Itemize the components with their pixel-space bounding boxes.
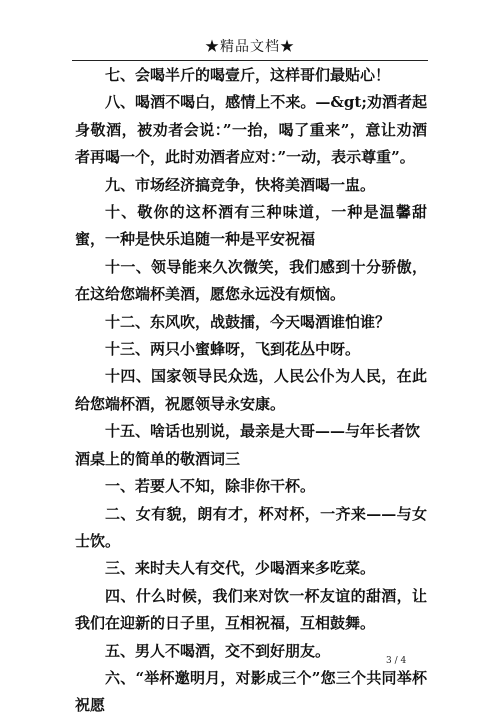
paragraph-2: 二、女有貌，朗有才，杯对杯，一齐来——与女士饮。 <box>75 504 427 550</box>
header-divider <box>72 60 428 61</box>
paragraph-11: 十一、领导能来久次微笑，我们感到十分骄傲，在这给您端杯美酒，愿您永远没有烦恼。 <box>75 257 427 304</box>
paragraph-8: 八、喝酒不喝白，感情上不来。—&gt;劝酒者起身敬酒，被劝者会说：”一抬，喝了重来”，意让劝酒者再喝一个，此时劝酒者应对：”一动，表示尊重”。 <box>75 93 427 167</box>
paragraph-1: 一、若要人不知，除非你干杯。 <box>105 477 316 496</box>
paragraph-14: 十四、国家领导民众选，人民公仆为人民，在此给您端杯酒，祝愿领导永安康。 <box>75 367 427 413</box>
paragraph-15: 十五、啥话也别说，最亲是大哥——与年长者饮 <box>105 422 421 441</box>
paragraph-13: 十三、两只小蜜蜂呀，飞到花丛中呀。 <box>105 340 361 359</box>
paragraph-7: 七、会喝半斤的喝壹斤，这样哥们最贴心！ <box>105 66 391 84</box>
paragraph-3: 三、来时夫人有交代，少喝酒来多吃菜。 <box>105 559 376 578</box>
page-number: 3 / 4 <box>386 656 407 666</box>
page-header: ★精品文档★ <box>205 39 295 55</box>
paragraph-4: 四、什么时候，我们来对饮一杯友谊的甜酒，让我们在迎新的日子里，互相祝福，互相鼓舞。 <box>75 586 427 633</box>
paragraph-5: 五、男人不喝酒，交不到好朋友。 <box>105 641 331 660</box>
paragraph-6: 六、“举杯邀明月，对影成三个”您三个共同举杯祝愿 <box>75 668 427 715</box>
paragraph-9: 九、市场经济搞竞争，快将美酒喝一盅。 <box>105 175 376 194</box>
paragraph-10: 十、敬你的这杯酒有三种味道，一种是温馨甜蜜，一种是快乐追随一种是平安祝福 <box>75 203 427 249</box>
paragraph-12: 十二、东风吹，战鼓擂，今天喝酒谁怕谁？ <box>105 312 391 331</box>
section-heading: 酒桌上的简单的敬酒词三 <box>75 449 241 468</box>
document-body <box>75 62 427 720</box>
